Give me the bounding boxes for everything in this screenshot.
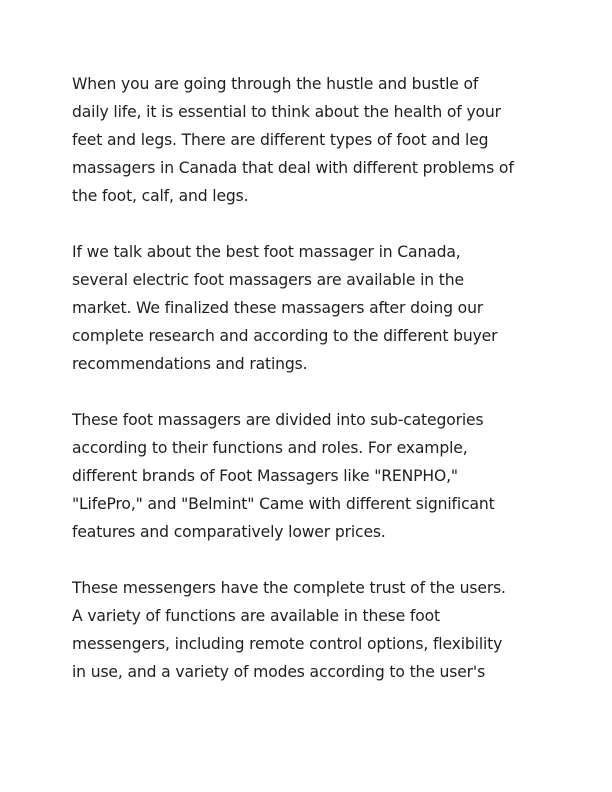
paragraph-1 [72,70,544,210]
paragraph-line: feet and legs. There are different types of foot and leg [72,131,489,149]
paragraph-line: "LifePro," and "Belmint" Came with different significant [72,495,495,513]
paragraph-line: market. We finalized these massagers after doing our [72,299,484,317]
paragraph-line: daily life, it is essential to think about the health of your [72,103,501,121]
paragraph-line: These foot massagers are divided into sub-categories [72,411,484,429]
paragraph-2 [72,238,544,378]
paragraph-3 [72,406,544,546]
paragraph-line: These messengers have the complete trust of the users. [72,579,506,597]
paragraph-line: massagers in Canada that deal with different problems of [72,159,514,177]
document-body [72,70,544,714]
paragraph-4 [72,574,544,686]
paragraph-line: If we talk about the best foot massager in Canada, [72,243,461,261]
paragraph-line: features and comparatively lower prices. [72,523,386,541]
paragraph-line: A variety of functions are available in these foot [72,607,440,625]
paragraph-line: different brands of Foot Massagers like "RENPHO," [72,467,458,485]
paragraph-line: several electric foot massagers are available in the [72,271,464,289]
paragraph-line: in use, and a variety of modes according to the user's [72,663,486,681]
paragraph-line: recommendations and ratings. [72,355,308,373]
paragraph-line: the foot, calf, and legs. [72,187,249,205]
paragraph-line: messengers, including remote control options, flexibility [72,635,503,653]
paragraph-line: complete research and according to the different buyer [72,327,498,345]
paragraph-line: When you are going through the hustle and bustle of [72,75,479,93]
paragraph-line: according to their functions and roles. For example, [72,439,468,457]
